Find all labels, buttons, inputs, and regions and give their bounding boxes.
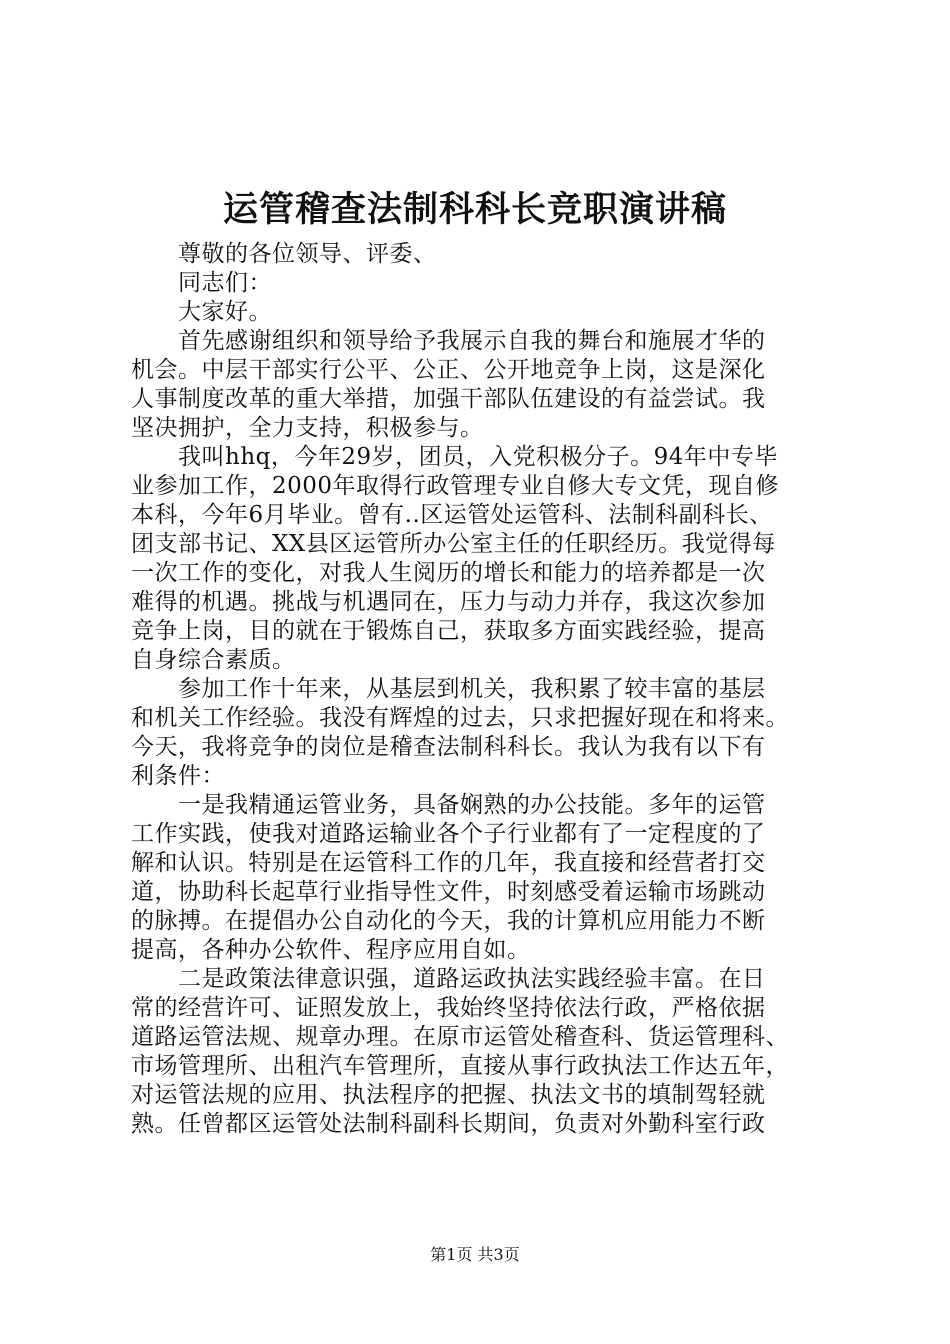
body-line: 市场管理所、出租汽车管理所，直接从事行政执法工作达五年， (131, 1053, 789, 1079)
body-line: 的脉搏。在提倡办公自动化的今天，我的计算机应用能力不断 (131, 908, 766, 934)
body-line: 竞争上岗，目的就在于锻炼自己，获取多方面实践经验，提高 (131, 618, 766, 644)
body-line: 解和认识。特别是在运管科工作的几年，我直接和经营者打交 (131, 850, 766, 876)
body-line: 和机关工作经验。我没有辉煌的过去，只求把握好现在和将来。 (131, 705, 789, 731)
body-line: 道路运管法规、规章办理。在原市运管处稽查科、货运管理科、 (131, 1024, 789, 1050)
body-line: 二是政策法律意识强，道路运政执法实践经验丰富。在日 (131, 966, 766, 992)
body-line: 提高，各种办公软件、程序应用自如。 (131, 937, 531, 963)
body-line: 尊敬的各位领导、评委、 (131, 241, 437, 267)
body-line: 机会。中层干部实行公平、公正、公开地竞争上岗，这是深化 (131, 357, 766, 383)
body-line: 人事制度改革的重大举措，加强干部队伍建设的有益尝试。我 (131, 386, 766, 412)
body-line: 自身综合素质。 (131, 647, 296, 673)
body-line: 一次工作的变化，对我人生阅历的增长和能力的培养都是一次 (131, 560, 766, 586)
body-line: 常的经营许可、证照发放上，我始终坚持依法行政，严格依据 (131, 995, 766, 1021)
body-line: 今天，我将竞争的岗位是稽查法制科科长。我认为我有以下有 (131, 734, 766, 760)
body-line: 同志们： (131, 270, 272, 296)
body-line: 本科，今年6月毕业。曾有..区运管处运管科、法制科副科长、 (131, 502, 773, 528)
body-line: 团支部书记、XX县区运管所办公室主任的任职经历。我觉得每 (131, 531, 776, 557)
body-line: 利条件： (131, 763, 225, 789)
body-line: 对运管法规的应用、执法程序的把握、执法文书的填制驾轻就 (131, 1082, 766, 1108)
body-line: 参加工作十年来，从基层到机关，我积累了较丰富的基层 (131, 676, 766, 702)
page-footer: 第1页 共3页 (430, 1245, 520, 1264)
body-line: 业参加工作，2000年取得行政管理专业自修大专文凭，现自修 (131, 473, 780, 499)
body-line: 熟。任曾都区运管处法制科副科长期间，负责对外勤科室行政 (131, 1111, 766, 1137)
body-line: 难得的机遇。挑战与机遇同在，压力与动力并存，我这次参加 (131, 589, 766, 615)
body-line: 首先感谢组织和领导给予我展示自我的舞台和施展才华的 (131, 328, 766, 354)
document-title: 运管稽查法制科科长竞职演讲稿 (222, 189, 727, 230)
body-line: 大家好。 (131, 299, 272, 325)
body-line: 一是我精通运管业务，具备娴熟的办公技能。多年的运管 (131, 792, 766, 818)
body-line: 工作实践，使我对道路运输业各个子行业都有了一定程度的了 (131, 821, 766, 847)
document-body (131, 240, 831, 1139)
body-line: 坚决拥护，全力支持，积极参与。 (131, 415, 484, 441)
body-line: 我叫hhq，今年29岁，团员，入党积极分子。94年中专毕 (131, 444, 778, 470)
body-line: 道，协助科长起草行业指导性文件，时刻感受着运输市场跳动 (131, 879, 766, 905)
